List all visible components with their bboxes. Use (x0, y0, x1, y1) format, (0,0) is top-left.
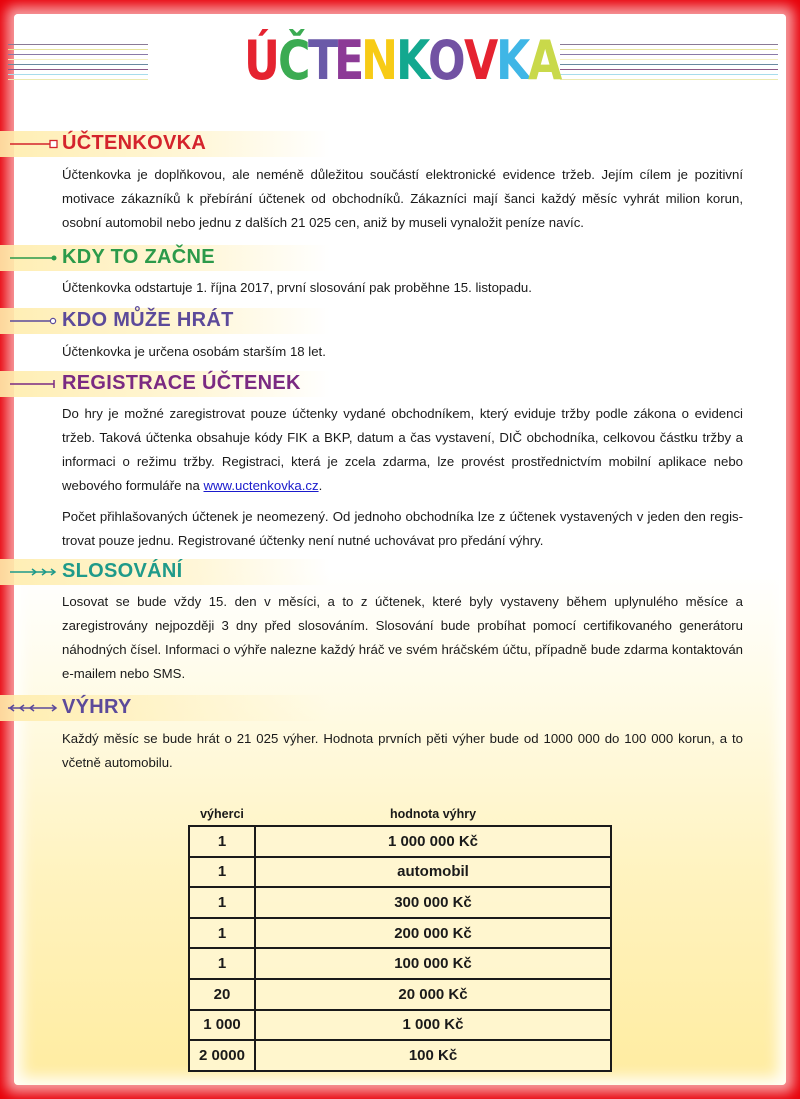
line-circle-icon (10, 316, 60, 326)
header-stripe (560, 44, 778, 45)
prize-value-cell: 100 000 Kč (255, 948, 611, 979)
header-stripe (560, 74, 778, 75)
website-link[interactable]: www.uctenkovka.cz (203, 478, 319, 493)
section-heading-slosovani (0, 559, 330, 585)
prize-value-cell: 20 000 Kč (255, 979, 611, 1010)
header-stripe (560, 79, 778, 80)
section-heading-registrace-uctenek (0, 371, 330, 397)
section-heading-kdo-muze-hrat (0, 308, 330, 334)
section-title: VÝHRY (62, 696, 132, 718)
section-paragraph: Účtenkovka je doplňkovou, ale neméně důležitou součástí elektronické evidence tržeb. Jejím cílem je pozitivní motivace zákazníků k přebírání účtenek od obchodníků. Zákazníci mají šanci každý měsíc vyhrát milion korun, osobní automobil nebo jednu z dalších 21 025 cen, aniž by museli vynaložit peníze navíc. (62, 167, 743, 230)
winners-count-cell: 1 000 (189, 1010, 255, 1041)
logo-letter: V (464, 29, 495, 92)
line-dot-icon (10, 253, 60, 263)
header-stripe (8, 54, 148, 55)
winners-count-cell: 20 (189, 979, 255, 1010)
table-row (189, 1040, 611, 1071)
table-header-row (189, 803, 611, 826)
table-row (189, 948, 611, 979)
logo-letter: K (396, 29, 427, 92)
header-stripes-left (8, 44, 148, 84)
header-stripes-right (560, 44, 778, 84)
prize-value-cell: automobil (255, 857, 611, 888)
logo-letter: K (496, 29, 527, 92)
paragraph-suffix: . (318, 478, 323, 493)
header-stripe (560, 64, 778, 65)
winners-count-cell: 1 (189, 887, 255, 918)
column-header-winners: výherci (200, 807, 244, 821)
table-row (189, 979, 611, 1010)
section-paragraph: Počet přihlašovaných účtenek je neomezený. Od jednoho obchodníka lze z účtenek vystavených v jeden den registrovat pouze jednu. Registrované účtenky není nutné uchovávat pro předání výhry. (62, 509, 743, 548)
prize-value-cell: 100 Kč (255, 1040, 611, 1071)
winners-count-cell: 1 (189, 826, 255, 857)
triple-arrow-right-icon (10, 567, 60, 577)
header-stripe (8, 69, 148, 70)
section-title: KDY TO ZAČNE (62, 246, 215, 268)
line-bar-icon (10, 379, 60, 389)
uctenkovka-logo (244, 24, 560, 92)
logo-letter: O (428, 29, 462, 92)
winners-count-cell: 1 (189, 857, 255, 888)
table-row (189, 918, 611, 949)
prize-value-cell: 300 000 Kč (255, 887, 611, 918)
section-paragraph: Účtenkovka je určena osobám starším 18 let. (62, 344, 326, 359)
table-row (189, 887, 611, 918)
prize-table (188, 803, 612, 1072)
logo-letter: T (307, 29, 334, 92)
section-paragraph: Každý měsíc se bude hrát o 21 025 výher. Hodnota prvních pěti výher bude od 1000 000 do 100 000 korun, a to včetně automobilu. (62, 731, 743, 770)
header-stripe (8, 64, 148, 65)
logo-letter: Ú (244, 29, 276, 92)
header-stripe (8, 79, 148, 80)
double-arrow-icon (8, 703, 58, 713)
section-title: KDO MŮŽE HRÁT (62, 309, 234, 331)
section-title: SLOSOVÁNÍ (62, 560, 183, 582)
logo-letter: E (334, 29, 361, 92)
header-stripe (8, 59, 148, 60)
header-stripe (560, 69, 778, 70)
logo-letter: Č (277, 29, 307, 92)
section-title: REGISTRACE ÚČTENEK (62, 372, 301, 394)
header-stripe (8, 74, 148, 75)
winners-count-cell: 1 (189, 948, 255, 979)
section-heading-uctenkovka (0, 131, 330, 157)
prize-value-cell: 1 000 000 Kč (255, 826, 611, 857)
logo-letter: N (361, 29, 395, 92)
logo-letter: A (527, 29, 559, 92)
winners-count-cell: 1 (189, 918, 255, 949)
table-row (189, 1010, 611, 1041)
header-stripe (8, 49, 148, 50)
column-header-prize-value: hodnota výhry (389, 807, 477, 821)
winners-count-cell: 2 0000 (189, 1040, 255, 1071)
section-heading-kdy-to-zacne (0, 245, 330, 271)
paragraph-text: Do hry je možné zaregistrovat pouze účtenky vydané obchodníkem, který eviduje tržby podle zákona o evidenci tržeb. Taková účtenka obsahuje kódy FIK a BKP, datum a čas vystavení, DIČ obchodníka, celkovou částku tržby a informaci o režimu tržby. Registraci, která je zcela zdarma, lze provést prostřednictvím mobilní aplikace nebo webového formuláře na (62, 406, 743, 493)
header-stripe (560, 49, 778, 50)
section-heading-vyhry (0, 695, 330, 721)
section-paragraph (62, 402, 743, 498)
header-stripe (560, 54, 778, 55)
header-stripe (560, 59, 778, 60)
section-paragraph: Účtenkovka odstartuje 1. října 2017, první slosování pak proběhne 15. listopadu. (62, 280, 532, 295)
table-row (189, 826, 611, 857)
prize-value-cell: 200 000 Kč (255, 918, 611, 949)
header-stripe (8, 44, 148, 45)
section-paragraph: Losovat se bude vždy 15. den v měsíci, a to z účtenek, které byly vystaveny během uplynulého měsíce a zaregistrovány nejpozději 3 dny před slosováním. Slosování bude probíhat pomocí certifikovaného generátoru náhodných čísel. Informaci o výhře nalezne každý hráč ve svém hráčském účtu, případně bude zdarma kontaktován e-mailem nebo SMS. (62, 594, 743, 681)
table-row (189, 857, 611, 888)
prize-value-cell: 1 000 Kč (255, 1010, 611, 1041)
line-square-icon (10, 139, 60, 149)
section-title: ÚČTENKOVKA (62, 132, 207, 154)
